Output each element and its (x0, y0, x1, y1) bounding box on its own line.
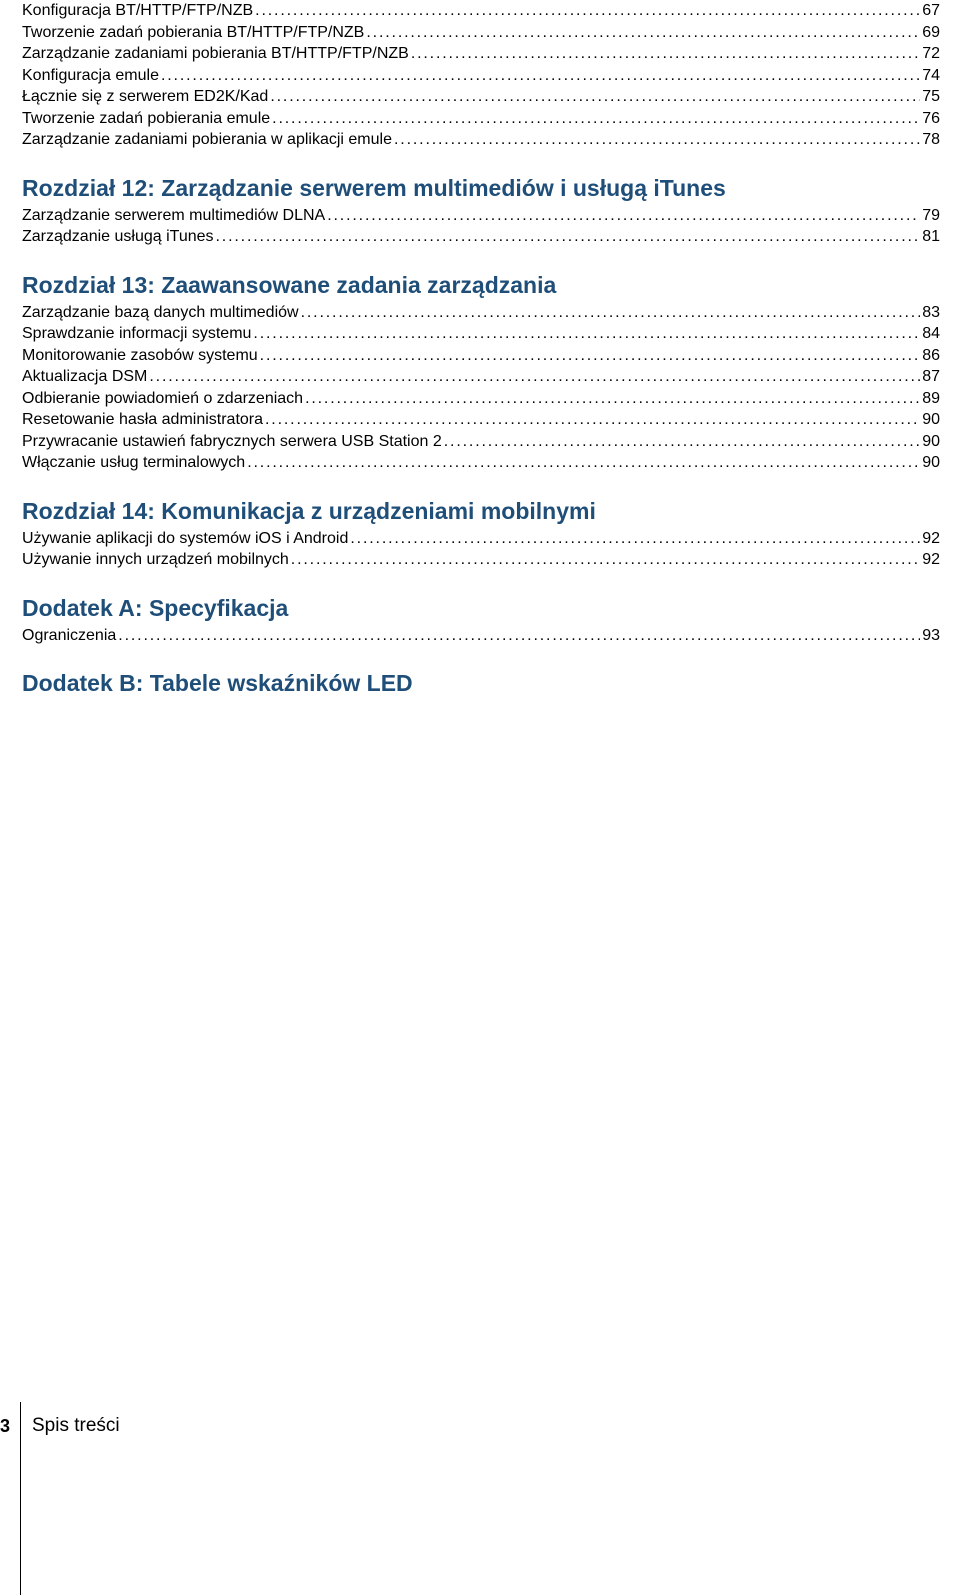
toc-entry[interactable] (22, 22, 940, 44)
toc-entry-title: Włączanie usług terminalowych (22, 454, 246, 471)
toc-entry[interactable] (22, 302, 940, 324)
toc-entry-page: 69 (922, 23, 940, 41)
dot-leader (270, 86, 920, 108)
toc-appendix-a (22, 593, 940, 647)
toc-entry[interactable] (22, 129, 940, 151)
dot-leader (350, 528, 920, 550)
toc-entry-page: 87 (922, 368, 940, 385)
toc-entry-page: 90 (922, 454, 940, 471)
toc-entry-title: Używanie aplikacji do systemów iOS i Android (22, 529, 349, 547)
toc-entry-title: Używanie innych urządzeń mobilnych (22, 551, 289, 568)
toc-entry-title: Zarządzanie usługą iTunes (22, 228, 214, 245)
toc-entry[interactable] (22, 323, 940, 345)
dot-leader (253, 323, 920, 345)
dot-leader (260, 345, 921, 367)
toc-entry-title: Przywracanie ustawień fabrycznych serwera USB Station 2 (22, 432, 442, 450)
dot-leader (149, 366, 920, 388)
toc-entry-page: 84 (922, 325, 940, 342)
toc-entry[interactable] (22, 86, 940, 108)
toc-entry[interactable] (22, 345, 940, 367)
toc-entry-page: 76 (922, 109, 940, 127)
toc-entry[interactable] (22, 108, 940, 130)
toc-entry[interactable] (22, 366, 940, 388)
dot-leader (411, 43, 920, 65)
toc-entry[interactable] (22, 431, 940, 453)
page-footer (0, 1402, 300, 1595)
toc-entry-page: 83 (922, 303, 940, 321)
toc-chapter-12 (22, 173, 940, 248)
toc-entry-page: 92 (922, 529, 940, 547)
toc-entry[interactable] (22, 226, 940, 248)
toc-entry-title: Ograniczenia (22, 626, 117, 644)
toc-entry-title: Monitorowanie zasobów systemu (22, 346, 258, 364)
toc-entry-page: 79 (922, 206, 940, 224)
chapter-heading[interactable]: Rozdział 13: Zaawansowane zadania zarządzania (22, 271, 557, 298)
toc-entry-page: 93 (922, 626, 940, 644)
table-of-contents (22, 0, 940, 700)
dot-leader (327, 205, 920, 227)
toc-entry[interactable] (22, 528, 940, 550)
toc-entry[interactable] (22, 0, 940, 22)
toc-entry[interactable] (22, 549, 940, 571)
toc-entry-page: 89 (922, 389, 940, 407)
chapter-heading[interactable]: Rozdział 12: Zarządzanie serwerem multimediów i usługą iTunes (22, 174, 726, 201)
dot-leader (247, 452, 920, 474)
toc-entry-page: 81 (922, 228, 940, 245)
toc-entry-page: 90 (922, 432, 940, 450)
toc-entry[interactable] (22, 409, 940, 431)
toc-top-entries (22, 0, 940, 151)
toc-entry-title: Konfiguracja BT/HTTP/FTP/NZB (22, 2, 254, 19)
footer-label: Spis treści (32, 1415, 120, 1436)
dot-leader (255, 0, 920, 22)
toc-entry[interactable] (22, 452, 940, 474)
toc-entry-title: Aktualizacja DSM (22, 368, 148, 385)
toc-entry[interactable] (22, 625, 940, 647)
toc-entry-title: Zarządzanie zadaniami pobierania BT/HTTP/FTP/NZB (22, 45, 409, 62)
dot-leader (265, 409, 920, 431)
toc-entry-page: 74 (922, 66, 940, 84)
toc-entry-page: 75 (922, 88, 940, 105)
toc-chapter-14 (22, 496, 940, 571)
toc-appendix-b (22, 668, 940, 698)
dot-leader (161, 65, 920, 87)
toc-entry-page: 67 (922, 2, 940, 19)
toc-entry-title: Zarządzanie zadaniami pobierania w aplikacji emule (22, 131, 392, 148)
page-number: 3 (0, 1416, 11, 1436)
toc-entry[interactable] (22, 43, 940, 65)
toc-entry-title: Odbieranie powiadomień o zdarzeniach (22, 389, 304, 407)
toc-entry-title: Zarządzanie serwerem multimediów DLNA (22, 206, 326, 224)
footer-vertical-rule (20, 1402, 21, 1595)
dot-leader (305, 388, 920, 410)
toc-entry[interactable] (22, 205, 940, 227)
toc-entry-title: Tworzenie zadań pobierania emule (22, 109, 271, 127)
chapter-heading[interactable]: Rozdział 14: Komunikacja z urządzeniami mobilnymi (22, 497, 596, 524)
toc-entry[interactable] (22, 388, 940, 410)
dot-leader (291, 549, 920, 571)
toc-entry-page: 86 (922, 346, 940, 364)
dot-leader (272, 108, 920, 130)
toc-entry-page: 72 (922, 45, 940, 62)
toc-entry-title: Tworzenie zadań pobierania BT/HTTP/FTP/NZB (22, 23, 365, 41)
toc-entry-page: 78 (922, 131, 940, 148)
chapter-heading[interactable]: Dodatek B: Tabele wskaźników LED (22, 670, 413, 696)
chapter-heading[interactable]: Dodatek A: Specyfikacja (22, 594, 289, 621)
toc-entry-title: Zarządzanie bazą danych multimediów (22, 303, 299, 321)
dot-leader (301, 302, 921, 324)
toc-entry-page: 92 (922, 551, 940, 568)
toc-chapter-13 (22, 270, 940, 474)
toc-entry-title: Konfiguracja emule (22, 66, 159, 84)
dot-leader (118, 625, 920, 647)
dot-leader (394, 129, 920, 151)
toc-entry-title: Resetowanie hasła administratora (22, 411, 264, 428)
toc-entry[interactable] (22, 65, 940, 87)
toc-entry-title: Łącznie się z serwerem ED2K/Kad (22, 88, 269, 105)
toc-entry-title: Sprawdzanie informacji systemu (22, 325, 252, 342)
dot-leader (366, 22, 920, 44)
toc-entry-page: 90 (922, 411, 940, 428)
dot-leader (444, 431, 920, 453)
dot-leader (216, 226, 921, 248)
